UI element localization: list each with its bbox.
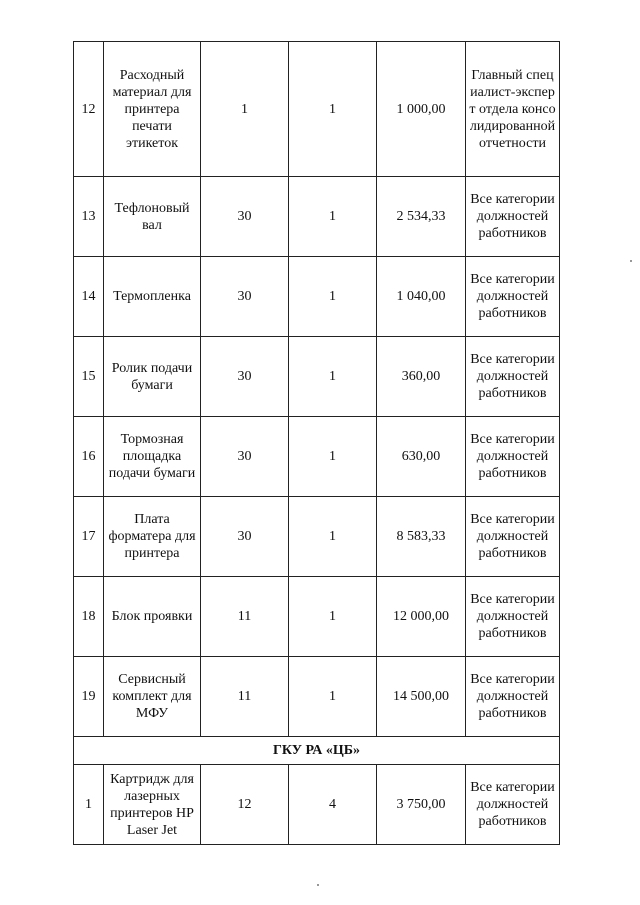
row-number: 14 (74, 257, 104, 337)
item-name: Тормозная площадка подачи бумаги (104, 417, 201, 497)
item-quantity: 30 (201, 497, 289, 577)
item-name: Расходный материал для принтера печати этикеток (104, 42, 201, 177)
table-row (74, 657, 560, 737)
section-title: ГКУ РА «ЦБ» (74, 737, 560, 765)
item-name: Блок проявки (104, 577, 201, 657)
item-count: 1 (289, 177, 377, 257)
employee-category: Все категории должностей работников (466, 765, 560, 845)
item-quantity: 11 (201, 657, 289, 737)
row-number: 17 (74, 497, 104, 577)
item-count: 1 (289, 42, 377, 177)
item-price: 14 500,00 (377, 657, 466, 737)
item-price: 3 750,00 (377, 765, 466, 845)
item-count: 4 (289, 765, 377, 845)
table-row (74, 765, 560, 845)
table-row (74, 337, 560, 417)
table-row (74, 42, 560, 177)
row-number: 15 (74, 337, 104, 417)
employee-category: Все категории должностей работников (466, 497, 560, 577)
item-quantity: 30 (201, 257, 289, 337)
item-name: Термопленка (104, 257, 201, 337)
table-row (74, 577, 560, 657)
item-quantity: 30 (201, 337, 289, 417)
item-price: 8 583,33 (377, 497, 466, 577)
item-name: Ролик подачи бумаги (104, 337, 201, 417)
item-quantity: 30 (201, 177, 289, 257)
row-number: 18 (74, 577, 104, 657)
scan-speck (317, 884, 319, 886)
employee-category: Все категории должностей работников (466, 657, 560, 737)
item-count: 1 (289, 417, 377, 497)
row-number: 12 (74, 42, 104, 177)
item-count: 1 (289, 657, 377, 737)
item-quantity: 11 (201, 577, 289, 657)
supplies-table (73, 41, 560, 845)
employee-category: Все категории должностей работников (466, 337, 560, 417)
item-count: 1 (289, 257, 377, 337)
employee-category: Все категории должностей работников (466, 577, 560, 657)
table-row (74, 417, 560, 497)
item-price: 12 000,00 (377, 577, 466, 657)
row-number: 13 (74, 177, 104, 257)
item-quantity: 1 (201, 42, 289, 177)
item-quantity: 12 (201, 765, 289, 845)
table-row (74, 497, 560, 577)
item-count: 1 (289, 497, 377, 577)
item-price: 360,00 (377, 337, 466, 417)
table-row (74, 177, 560, 257)
table-row (74, 257, 560, 337)
employee-category: Все категории должностей работников (466, 417, 560, 497)
scan-speck (630, 260, 632, 262)
item-name: Картридж для лазерных принтеров HP Laser Jet (104, 765, 201, 845)
item-price: 2 534,33 (377, 177, 466, 257)
section-header-row (74, 737, 560, 765)
employee-category: Все категории должностей работников (466, 177, 560, 257)
item-quantity: 30 (201, 417, 289, 497)
employee-category (466, 42, 560, 177)
item-name: Плата форматера для принтера (104, 497, 201, 577)
row-number: 1 (74, 765, 104, 845)
employee-category: Все категории должностей работников (466, 257, 560, 337)
item-name: Сервисный комплект для МФУ (104, 657, 201, 737)
item-price: 630,00 (377, 417, 466, 497)
row-number: 19 (74, 657, 104, 737)
item-count: 1 (289, 577, 377, 657)
item-count: 1 (289, 337, 377, 417)
employee-category-text: Главный специалист-эксперт отдела консолидированной отчетности (469, 67, 556, 151)
row-number: 16 (74, 417, 104, 497)
item-name: Тефлоновый вал (104, 177, 201, 257)
item-price: 1 040,00 (377, 257, 466, 337)
item-price: 1 000,00 (377, 42, 466, 177)
